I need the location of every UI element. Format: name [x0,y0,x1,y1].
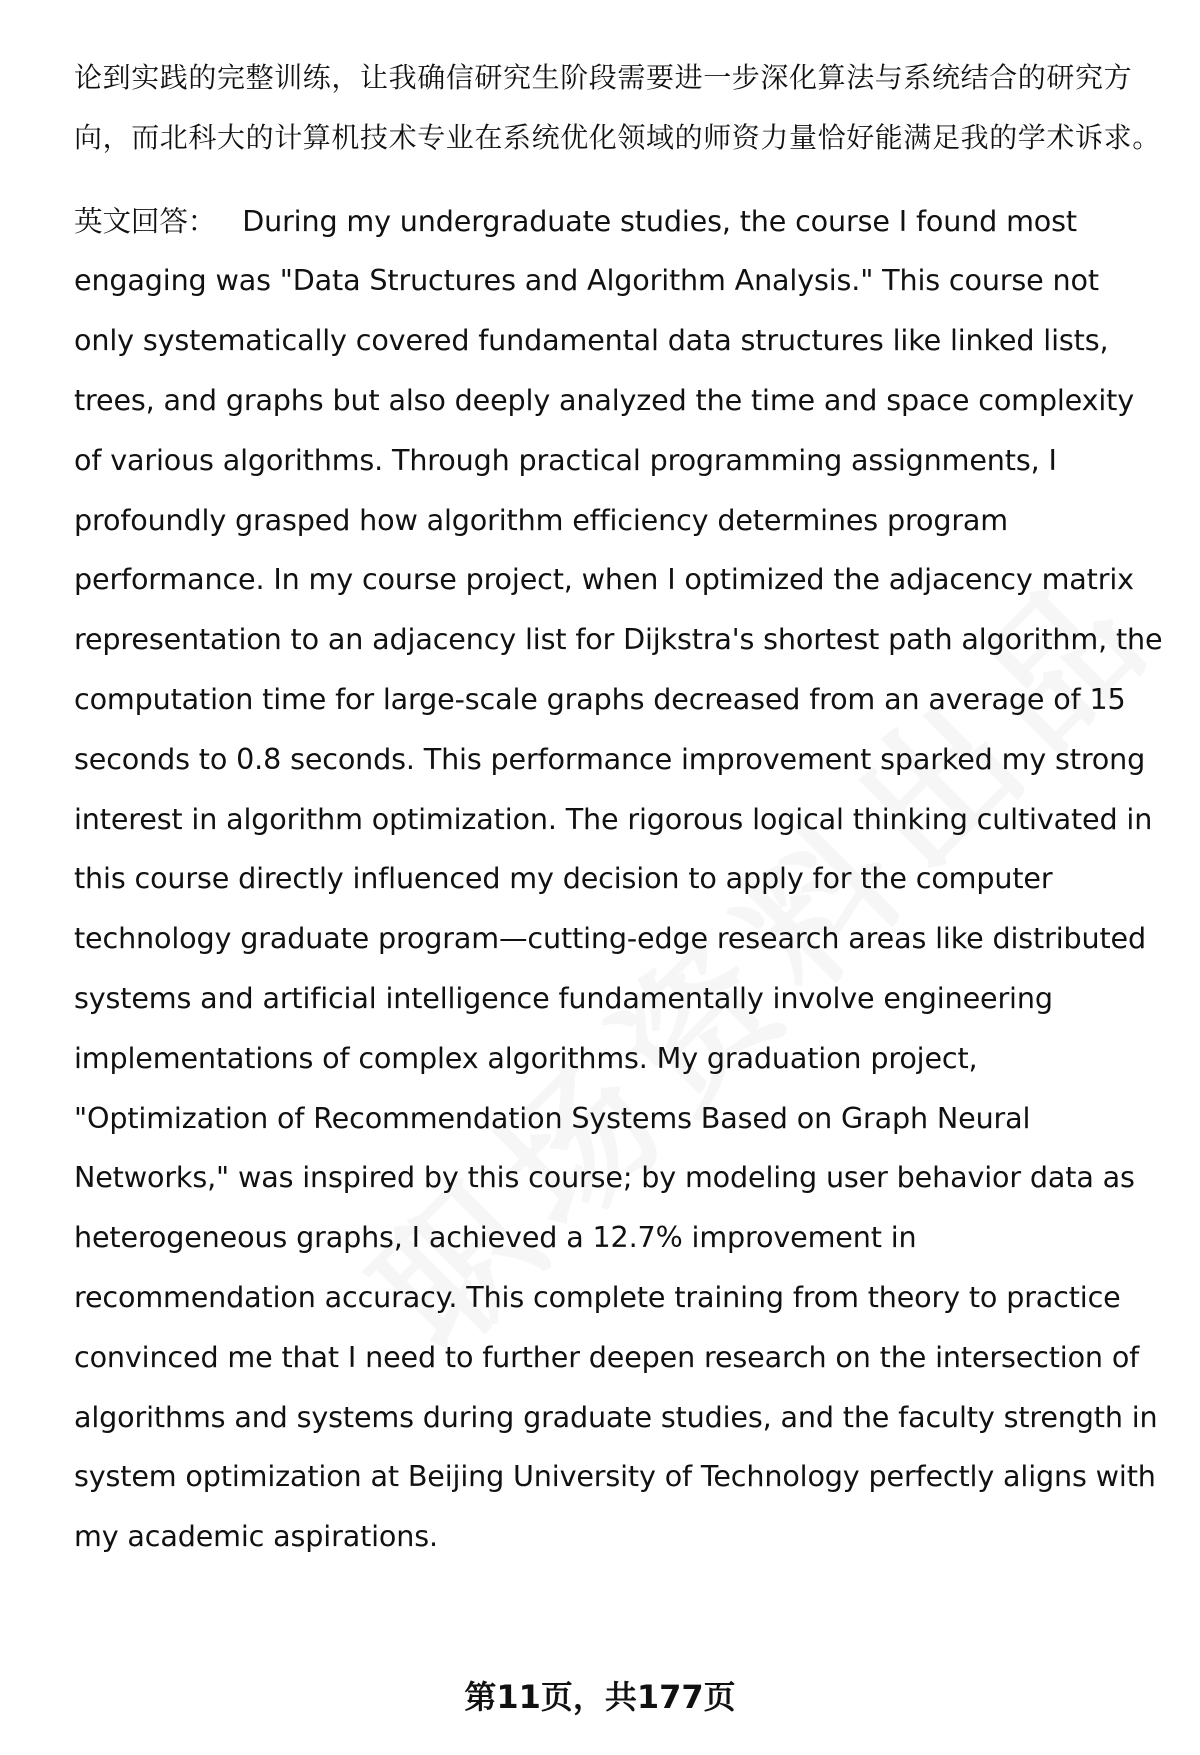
page-number-footer: 第11页，共177页 [464,1678,736,1716]
english-answer-label: 英文回答： [74,203,217,238]
chinese-paragraph-continuation: 论到实践的完整训练，让我确信研究生阶段需要进一步深化算法与系统结合的研究方向，而北科大的计算机技术专业在系统优化领域的师资力量恰好能满足我的学术诉求。 [74,61,1161,154]
english-answer-text: During my undergraduate studies, the course I found most engaging was "Data Structures and Algorithm Analysis." This course not only systematically covered fundamental data structures like linked lists, trees, and graphs but also deeply analyzed the time and space complexity of various algorithms. Through practical programming assignments, I profoundly grasped how algorithm efficiency determines program performance. In my course project, when I optimized the adjacency matrix representation to an adjacency list for Dijkstra's shortest path algorithm, the computation time for large-scale graphs decreased from an average of 15 seconds to 0.8 seconds. This performance improvement sparked my strong interest in algorithm optimization. The rigorous logical thinking cultivated in this course directly influenced my decision to apply for the computer technology graduate program—cutting-edge research areas like distributed systems and artificial intelligence fundamentally involve engineering implementations of complex algorithms. My graduation project, "Optimization of Recommendation Systems Based on Graph Neural Networks," was inspired by this course; by modeling user behavior data as heterogeneous graphs, I achieved a 12.7% improvement in recommendation accuracy. This complete training from theory to practice convinced me that I need to further deepen research on the intersection of algorithms and systems during graduate studies, and the faculty strength in system optimization at Beijing University of Technology perfectly aligns with my academic aspirations. [74,203,1163,1554]
document-body [74,48,1164,1567]
english-answer-paragraph [74,192,1164,1567]
